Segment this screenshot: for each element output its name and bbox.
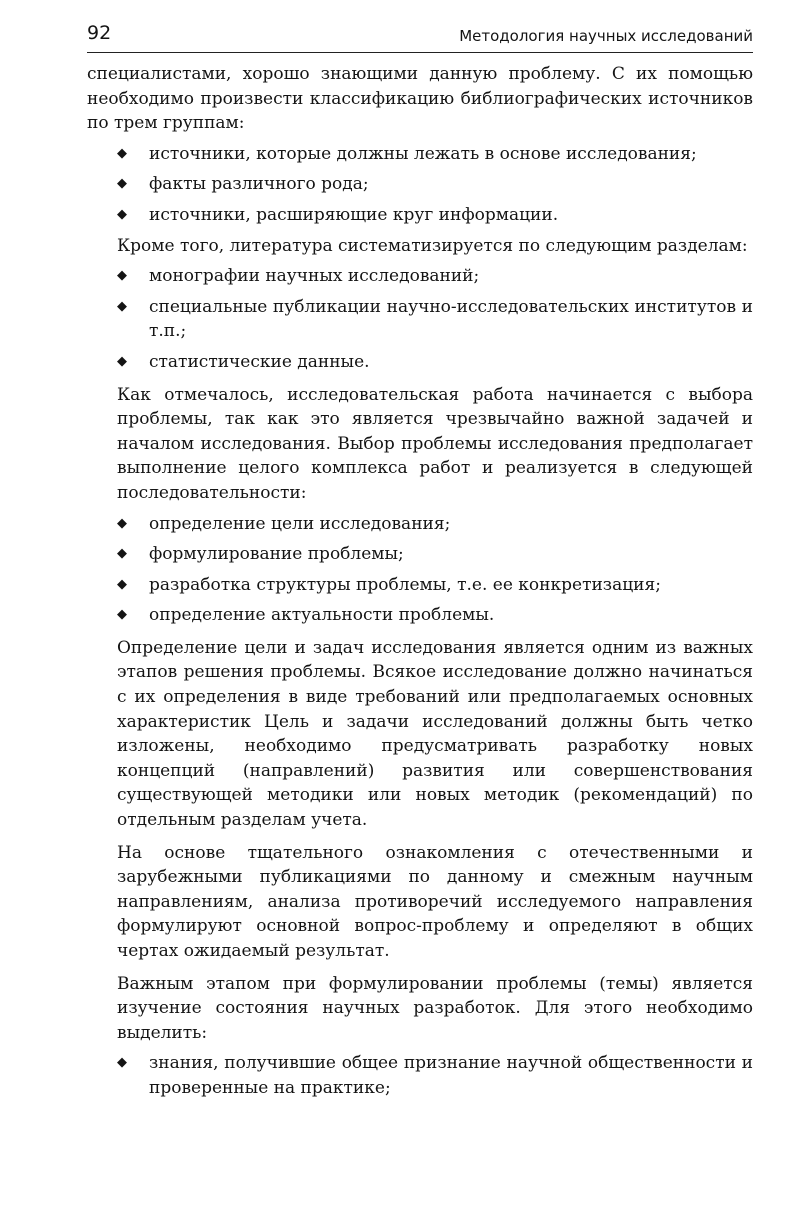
page-header — [87, 18, 753, 53]
stage-paragraph: Важным этапом при формулировании проблемы (темы) является изучение состояния научных разработок. Для этого необходимо выделить: — [117, 973, 753, 1043]
bullet-list-knowledge — [117, 1051, 753, 1100]
sections-paragraph: Кроме того, литература систематизируется по следующим разделам: — [117, 235, 748, 256]
page-body — [87, 62, 753, 1107]
diamond-bullet-icon: ◆ — [117, 353, 127, 369]
diamond-bullet-icon: ◆ — [117, 546, 127, 562]
list-item: ◆ специальные публикации научно-исследовательских институтов и т.п.; — [117, 296, 753, 342]
bullet-list-sections — [117, 264, 753, 374]
running-title: Методология научных исследований — [459, 27, 753, 45]
list-item: ◆ определение цели исследования; — [117, 512, 753, 537]
diamond-bullet-icon: ◆ — [117, 515, 127, 531]
diamond-bullet-icon: ◆ — [117, 607, 127, 623]
intro-paragraph: специалистами, хорошо знающими данную проблему. С их помощью необходимо произвести классификацию библиографических источников по трем группам: — [87, 64, 753, 134]
choice-paragraph: Как отмечалось, исследовательская работа начинается с выбора проблемы, так как это является чрезвычайно важной задачей и началом исследования. Выбор проблемы исследования предполагает выполнение целого комплекса работ и реализуется в следующей последовательности: — [117, 384, 753, 503]
page-number: 92 — [87, 22, 112, 44]
list-item: ◆ формулирование проблемы; — [117, 542, 753, 567]
list-item: ◆ источники, которые должны лежать в основе исследования; — [117, 142, 753, 167]
list-item: ◆ знания, получившие общее признание научной общественности и проверенные на практике; — [117, 1053, 753, 1098]
diamond-bullet-icon: ◆ — [117, 576, 127, 592]
list-item: ◆ монографии научных исследований; — [117, 264, 753, 289]
list-item: ◆ источники, расширяющие круг информации. — [117, 203, 753, 228]
basis-paragraph: На основе тщательного ознакомления с отечественными и зарубежными публикациями по данному и смежным научным направлениям, анализа противоречий исследуемого направления формулируют основной вопрос-проблему и определяют в общих чертах ожидаемый результат. — [117, 842, 753, 961]
bullet-list-groups — [117, 142, 753, 228]
bullet-list-sequence — [117, 512, 753, 628]
list-item: ◆ статистические данные. — [117, 350, 753, 375]
diamond-bullet-icon: ◆ — [117, 1055, 127, 1071]
goals-paragraph: Определение цели и задач исследования является одним из важных этапов решения проблемы. Всякое исследование должно начинаться с их определения в виде требований или предполагаемых основных характеристик Цель и задачи исследований должны быть четко изложены, необходимо предусматривать разработку новых концепций (направлений) развития или совершенствования существующей методики или новых методик (рекомендаций) по отдельным разделам учета. — [117, 637, 753, 831]
list-item: ◆ определение актуальности проблемы. — [117, 603, 753, 628]
diamond-bullet-icon: ◆ — [117, 145, 127, 161]
diamond-bullet-icon: ◆ — [117, 176, 127, 192]
list-item: ◆ факты различного рода; — [117, 172, 753, 197]
diamond-bullet-icon: ◆ — [117, 298, 127, 314]
diamond-bullet-icon: ◆ — [117, 268, 127, 284]
diamond-bullet-icon: ◆ — [117, 206, 127, 222]
list-item: ◆ разработка структуры проблемы, т.е. ее конкретизация; — [117, 573, 753, 598]
